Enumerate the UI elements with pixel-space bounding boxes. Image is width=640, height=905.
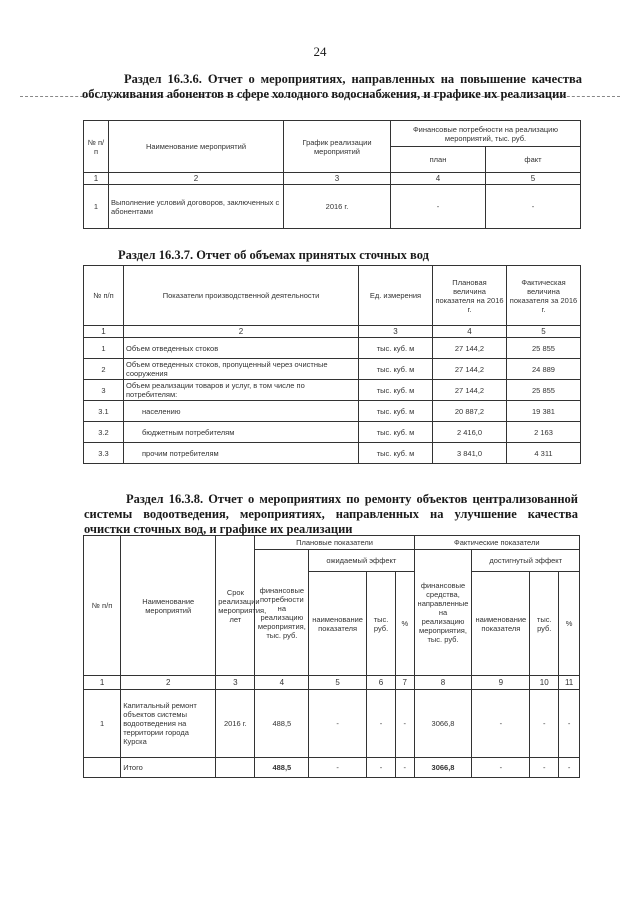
table-16-3-7: [83, 265, 581, 464]
row-num: 2: [84, 359, 124, 380]
row-cell: -: [395, 758, 414, 778]
table-16-3-6: [83, 120, 581, 229]
col-number: 3: [216, 676, 255, 690]
row-plan-finance: 488,5: [255, 690, 309, 758]
col-number: 4: [255, 676, 309, 690]
row-num: 3: [84, 380, 124, 401]
col-number: 1: [84, 173, 109, 185]
row-unit: тыс. куб. м: [359, 443, 433, 464]
col-number: 2: [121, 676, 216, 690]
header-indicator-name: наименование показателя: [472, 572, 530, 676]
col-number: 5: [486, 173, 581, 185]
col-number: 3: [359, 326, 433, 338]
row-cell: -: [559, 690, 580, 758]
header-percent: %: [395, 572, 414, 676]
row-plan: 27 144,2: [433, 359, 507, 380]
row-num: [84, 758, 121, 778]
col-number: 4: [433, 326, 507, 338]
section-16-3-6-heading: Раздел 16.3.6. Отчет о мероприятиях, направленных на повышение качества обслуживания абонентов в сфере холодного водоснабжения, и графике их реализации: [82, 72, 582, 101]
row-cell: -: [367, 690, 396, 758]
header-achieved-effect: достигнутый эффект: [472, 550, 580, 572]
header-fact: Фактическая величина показателя за 2016 г.: [507, 266, 581, 326]
header-plan-group: Плановые показатели: [255, 536, 414, 550]
header-expected-effect: ожидаемый эффект: [309, 550, 414, 572]
header-name: Наименование мероприятий: [121, 536, 216, 676]
row-cell: -: [472, 758, 530, 778]
row-num: 3.1: [84, 401, 124, 422]
row-num: 3.2: [84, 422, 124, 443]
row-unit: тыс. куб. м: [359, 422, 433, 443]
row-unit: тыс. куб. м: [359, 380, 433, 401]
row-schedule: 2016 г.: [284, 185, 391, 229]
col-number: 11: [559, 676, 580, 690]
table-row: [84, 443, 581, 464]
col-number: 1: [84, 326, 124, 338]
row-num: 1: [84, 690, 121, 758]
col-number: 8: [414, 676, 472, 690]
section-16-3-8-heading: Раздел 16.3.8. Отчет о мероприятиях по ремонту объектов централизованной системы водоотведения, мероприятиях, направленных на улучшение качества очистки сточных вод, и графике их реализации: [84, 492, 578, 536]
col-number: 5: [309, 676, 367, 690]
header-name: Наименование мероприятий: [109, 121, 284, 173]
table-row: [84, 401, 581, 422]
row-num: 1: [84, 338, 124, 359]
row-unit: тыс. куб. м: [359, 359, 433, 380]
col-number: 9: [472, 676, 530, 690]
row-cell: -: [530, 758, 559, 778]
col-number: 10: [530, 676, 559, 690]
row-term: 2016 г.: [216, 690, 255, 758]
header-indicator-name: наименование показателя: [309, 572, 367, 676]
header-unit: Ед. измерения: [359, 266, 433, 326]
header-finance: Финансовые потребности на реализацию мероприятий, тыс. руб.: [391, 121, 581, 147]
row-fact: 24 889: [507, 359, 581, 380]
col-number: 7: [395, 676, 414, 690]
row-cell: -: [309, 758, 367, 778]
row-fact: 19 381: [507, 401, 581, 422]
col-number: 2: [124, 326, 359, 338]
row-name: Объем реализации товаров и услуг, в том числе по потребителям:: [124, 380, 359, 401]
header-num: № п/п: [84, 121, 109, 173]
row-fact: 2 163: [507, 422, 581, 443]
row-cell: -: [367, 758, 396, 778]
header-term: Срок реализации мероприятия, лет: [216, 536, 255, 676]
table-row: [84, 422, 581, 443]
col-number: 4: [391, 173, 486, 185]
header-num: № п/п: [84, 266, 124, 326]
row-plan: 20 887,2: [433, 401, 507, 422]
header-plan: план: [391, 147, 486, 173]
header-rub: тыс. руб.: [530, 572, 559, 676]
row-name: Объем отведенных стоков: [124, 338, 359, 359]
header-fact-group: Фактические показатели: [414, 536, 579, 550]
row-unit: тыс. куб. м: [359, 401, 433, 422]
header-num: № п/п: [84, 536, 121, 676]
row-name: Объем отведенных стоков, пропущенный через очистные сооружения: [124, 359, 359, 380]
row-plan: 2 416,0: [433, 422, 507, 443]
header-plan-finance: финансовые потребности на реализацию мероприятия, тыс. руб.: [255, 550, 309, 676]
row-name: Выполнение условий договоров, заключенных с абонентами: [109, 185, 284, 229]
row-name: Итого: [121, 758, 216, 778]
col-number: 5: [507, 326, 581, 338]
row-fact: 4 311: [507, 443, 581, 464]
row-cell: -: [530, 690, 559, 758]
row-name: прочим потребителям: [124, 443, 359, 464]
col-number: 6: [367, 676, 396, 690]
header-fact: факт: [486, 147, 581, 173]
row-plan: -: [391, 185, 486, 229]
row-term: [216, 758, 255, 778]
row-cell: -: [559, 758, 580, 778]
col-number: 1: [84, 676, 121, 690]
table-row: [84, 185, 581, 229]
header-percent: %: [559, 572, 580, 676]
col-number: 2: [109, 173, 284, 185]
row-plan: 3 841,0: [433, 443, 507, 464]
header-rub: тыс. руб.: [367, 572, 396, 676]
header-indicator: Показатели производственной деятельности: [124, 266, 359, 326]
row-cell: -: [309, 690, 367, 758]
row-unit: тыс. куб. м: [359, 338, 433, 359]
table-row: [84, 338, 581, 359]
row-cell: -: [395, 690, 414, 758]
col-number: 3: [284, 173, 391, 185]
row-plan-finance: 488,5: [255, 758, 309, 778]
section-16-3-7-heading: Раздел 16.3.7. Отчет об объемах принятых сточных вод: [118, 248, 429, 262]
table-16-3-8: [83, 535, 580, 778]
table-row: [84, 359, 581, 380]
row-name: населению: [124, 401, 359, 422]
header-plan: Плановая величина показателя на 2016 г.: [433, 266, 507, 326]
row-fact: -: [486, 185, 581, 229]
row-fact: 25 855: [507, 380, 581, 401]
table-row-total: [84, 758, 580, 778]
row-name: бюджетным потребителям: [124, 422, 359, 443]
table-row: [84, 690, 580, 758]
row-fact-finance: 3066,8: [414, 690, 472, 758]
row-plan: 27 144,2: [433, 338, 507, 359]
page-number: 24: [313, 44, 327, 59]
header-fact-finance: финансовые средства, направленные на реализацию мероприятия, тыс. руб.: [414, 550, 472, 676]
row-fact-finance: 3066,8: [414, 758, 472, 778]
row-fact: 25 855: [507, 338, 581, 359]
row-name: Капитальный ремонт объектов системы водоотведения на территории города Курска: [121, 690, 216, 758]
row-plan: 27 144,2: [433, 380, 507, 401]
row-num: 3.3: [84, 443, 124, 464]
row-cell: -: [472, 690, 530, 758]
row-num: 1: [84, 185, 109, 229]
table-row: [84, 380, 581, 401]
header-schedule: График реализации мероприятий: [284, 121, 391, 173]
